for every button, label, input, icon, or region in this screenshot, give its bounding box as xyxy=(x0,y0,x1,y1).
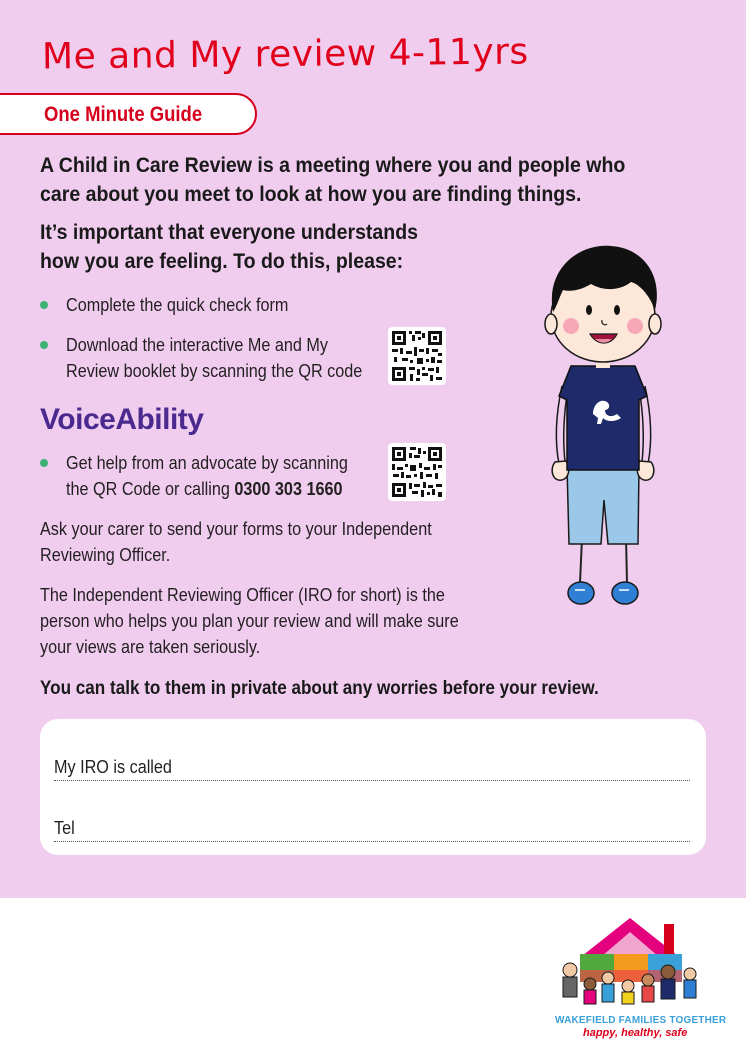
iro-name-label: My IRO is called xyxy=(54,757,172,777)
bullet-dot xyxy=(40,301,48,309)
logo-text-tagline: happy, healthy, safe xyxy=(583,1027,688,1039)
iro-line-2: person who helps you plan your review and will make sure xyxy=(40,611,459,631)
iro-line-1: The Independent Reviewing Officer (IRO for short) is the xyxy=(40,585,445,605)
tel-label: Tel xyxy=(54,818,75,838)
important-line-1: It’s important that everyone understands xyxy=(40,221,419,244)
intro-line-2: care about you meet to look at how you are finding things. xyxy=(40,183,582,206)
bullet-text: Review booklet by scanning the QR code xyxy=(66,361,363,381)
guide-tab-label: One Minute Guide xyxy=(44,103,203,126)
wakefield-families-logo xyxy=(552,914,712,1019)
child-illustration xyxy=(535,238,675,615)
bullet-text xyxy=(66,476,342,502)
iro-name-field[interactable] xyxy=(54,757,690,781)
bullet-dot xyxy=(40,341,48,349)
private-note: You can talk to them in private about any worries before your review. xyxy=(40,678,599,699)
qr-code-advocate[interactable] xyxy=(388,443,446,501)
bullet-text: Complete the quick check form xyxy=(66,295,289,315)
logo-text-name: WAKEFIELD FAMILIES TOGETHER xyxy=(555,1015,727,1026)
intro-line-1: A Child in Care Review is a meeting where you and people who xyxy=(40,154,626,177)
bullet-text-prefix: the QR Code or calling xyxy=(66,479,235,499)
qr-code-icon xyxy=(388,443,446,501)
carer-line-2: Reviewing Officer. xyxy=(40,545,171,565)
voiceability-logo: VoiceAbility xyxy=(40,403,204,436)
contact-card xyxy=(40,719,706,855)
bullet-dot xyxy=(40,459,48,467)
qr-code-booklet[interactable] xyxy=(388,327,446,385)
advocate-phone: 0300 303 1660 xyxy=(234,479,343,499)
qr-code-icon xyxy=(388,327,446,385)
bullet-text: Get help from an advocate by scanning xyxy=(66,453,348,473)
carer-line-1: Ask your carer to send your forms to your Independent xyxy=(40,519,432,539)
page-title: Me and My review 4-11yrs xyxy=(41,31,529,78)
important-line-2: how you are feeling. To do this, please: xyxy=(40,250,404,273)
guide-tab xyxy=(0,93,257,135)
iro-line-3: your views are taken seriously. xyxy=(40,637,261,657)
bullet-text: Download the interactive Me and My xyxy=(66,335,329,355)
tel-field[interactable] xyxy=(54,818,690,842)
